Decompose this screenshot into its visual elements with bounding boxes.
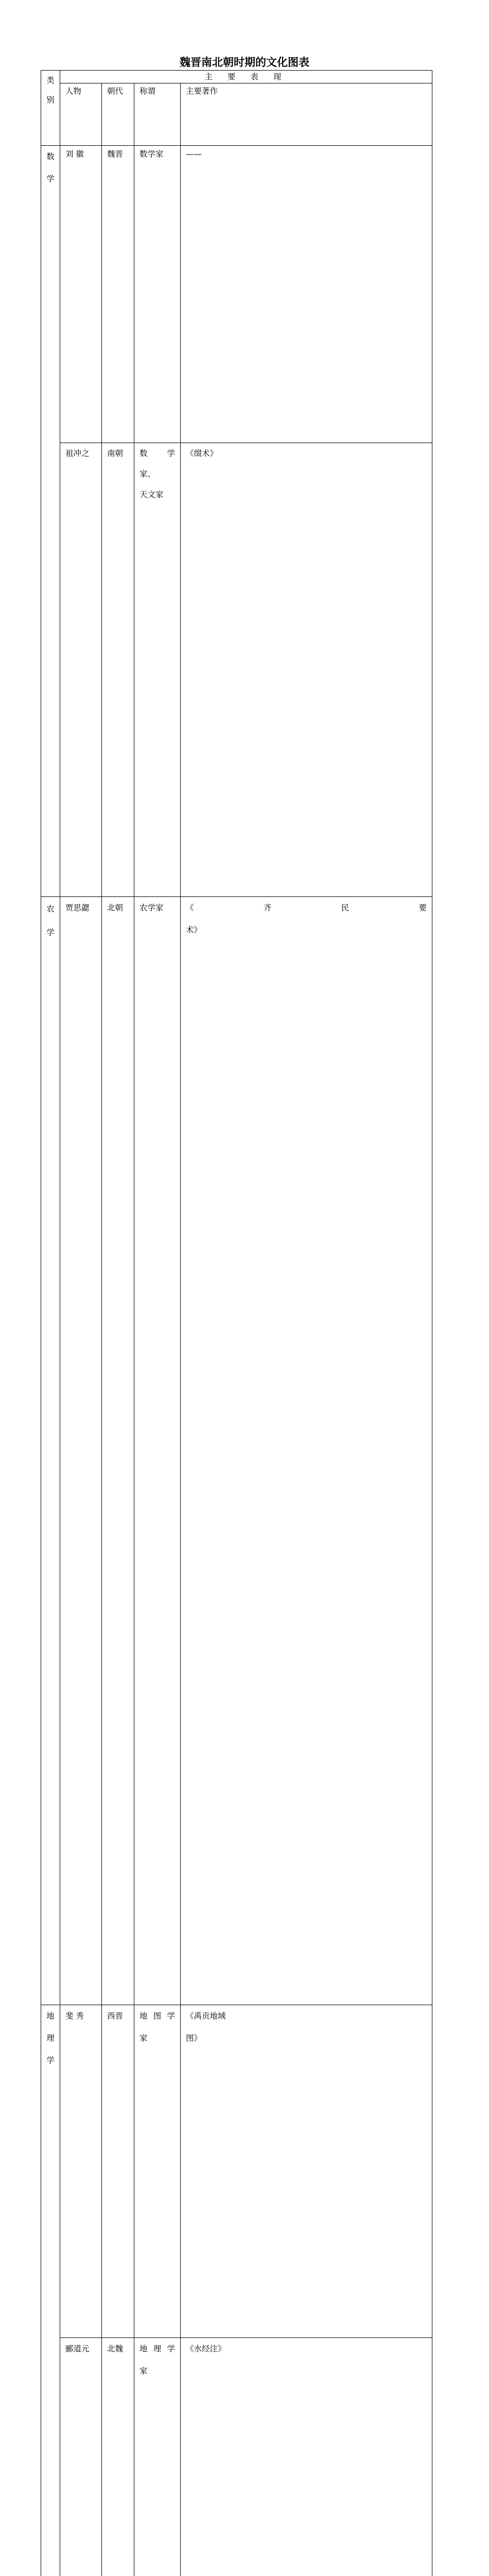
header-row [41, 71, 432, 83]
page-title: 魏晋南北朝时期的文化图表 [0, 55, 489, 70]
work-line: 术》 [186, 919, 427, 941]
person-title: 数学家 [134, 146, 181, 443]
person: 斐 秀 [60, 2005, 102, 2338]
geo-row-1 [41, 2005, 432, 2338]
header-category-char: 类 [46, 71, 55, 90]
category-agri [41, 897, 60, 2005]
dynasty: 西晋 [102, 2005, 134, 2338]
work [181, 897, 432, 2005]
dynasty: 南朝 [102, 443, 134, 897]
col-header-dynasty: 朝代 [102, 83, 134, 146]
geo-row-2 [41, 2338, 432, 2576]
col-header-work: 主要著作 [181, 83, 432, 146]
person-title [134, 443, 181, 897]
person-title [134, 2005, 181, 2338]
work: —— [181, 146, 432, 443]
title-line: 家 [139, 2360, 175, 2382]
person: 贾思勰 [60, 897, 102, 2005]
title-line: 天文家 [139, 484, 175, 505]
title-line: 家 [139, 2027, 175, 2049]
title-line: 数 学 [139, 443, 175, 464]
work-line: 图》 [186, 2027, 427, 2049]
person: 祖冲之 [60, 443, 102, 897]
work: 《水经注》 [181, 2338, 432, 2576]
title-line: 地 理 学 [139, 2338, 175, 2360]
culture-table [41, 70, 432, 2576]
category-math [41, 146, 60, 897]
work [181, 2005, 432, 2338]
person: 郦道元 [60, 2338, 102, 2576]
category-char: 理 [46, 2027, 55, 2049]
work-line: 《禹贡地域 [186, 2005, 427, 2027]
title-line: 地 图 学 [139, 2005, 175, 2027]
col-header-person: 人物 [60, 83, 102, 146]
person-title: 农学家 [134, 897, 181, 2005]
category-char: 数 [46, 146, 55, 168]
category-char: 学 [46, 168, 55, 190]
category-char: 学 [46, 2049, 55, 2072]
agri-row [41, 897, 432, 2005]
person-title [134, 2338, 181, 2576]
category-char: 学 [46, 921, 55, 944]
category-char: 地 [46, 2005, 55, 2027]
header-category-char: 别 [46, 90, 55, 110]
work: 《缀术》 [181, 443, 432, 897]
dynasty: 魏晋 [102, 146, 134, 443]
math-row-1 [41, 146, 432, 443]
dynasty: 北朝 [102, 897, 134, 2005]
work-line: 《 齐 民 要 [186, 897, 427, 919]
category-geo [41, 2005, 60, 2576]
math-row-2 [41, 443, 432, 897]
col-header-title: 称谓 [134, 83, 181, 146]
title-line: 家、 [139, 464, 175, 484]
header-category-cell [41, 71, 60, 146]
dynasty: 北魏 [102, 2338, 134, 2576]
category-char: 农 [46, 897, 55, 921]
person: 刘 徽 [60, 146, 102, 443]
main-header: 主 要 表 现 [60, 71, 432, 83]
column-header-row [41, 83, 432, 146]
